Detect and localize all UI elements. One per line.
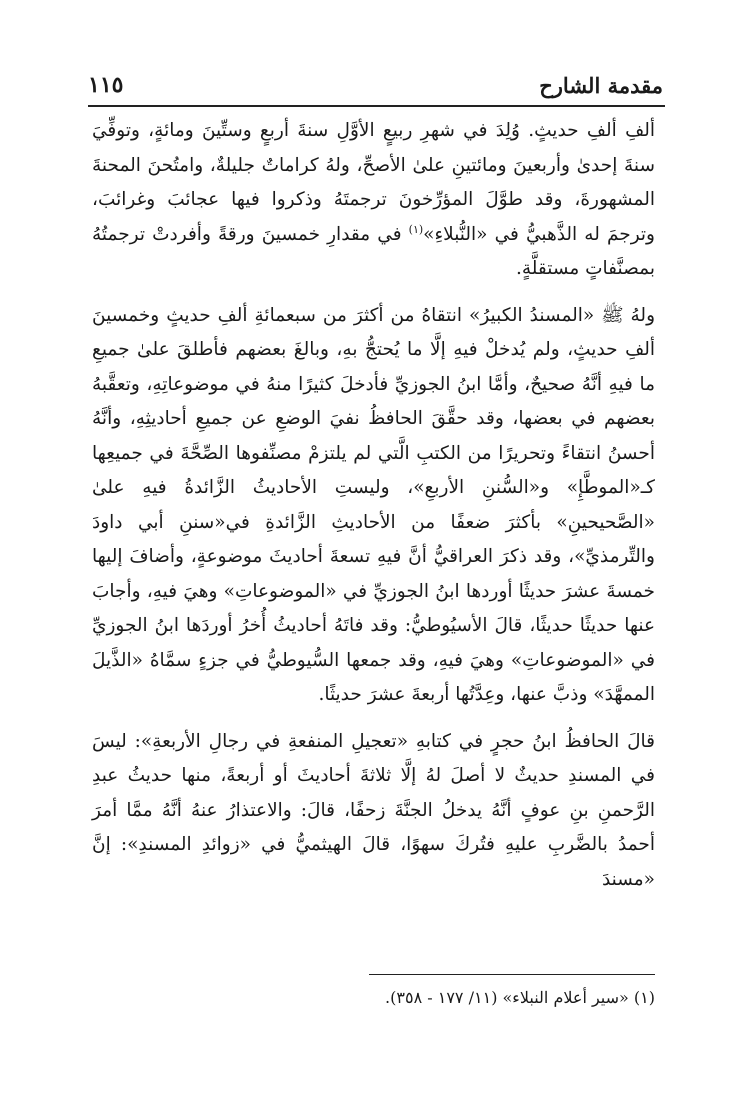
page-header [88, 68, 663, 102]
header-divider [88, 105, 665, 107]
footnote: (١) «سير أعلام النبلاء» (١١/ ١٧٧ - ٣٥٨). [385, 988, 655, 1007]
paragraph-text-continued: في مقدارِ خمسينَ ورقةً وأفردتْ ترجمتُهُ بمصنَّفاتٍ مستقلَّةٍ. [92, 223, 655, 279]
paragraph [92, 299, 655, 713]
footnote-divider [369, 974, 655, 975]
main-text [92, 114, 655, 909]
paragraph-text: ولهُ ﷺ «المسندُ الكبيرُ» انتقاهُ من أكثرَ من سبعمائةِ ألفِ حديثٍ وخمسينَ ألفِ حديثٍ، ولم يُدخلْ فيهِ إلَّا ما يُحتجُّ بهِ، وبالغَ بعضهم فأطلقَ علىٰ جميعِ ما فيهِ أنَّهُ صحيحٌ، وأمَّا ابنُ الجوزيِّ فأدخلَ كثيرًا منهُ في موضوعاتِهِ، وتعقَّبهُ بعضهم في بعضها، وقد حقَّقَ الحافظُ نفيَ الوضعِ عن جميعِ أحاديثِهِ، وأنَّهُ أحسنُ انتقاءً وتحريرًا من الكتبِ الَّتي لم يلتزمْ مصنِّفوها الصِّحَّةَ في جميعِها كـ«الموطَّإِ» و«السُّننِ الأربعِ»، وليستِ الأحاديثُ الزَّائدةُ فيهِ علىٰ «الصَّحيحينِ» بأكثرَ ضعفًا من الأحاديثِ الزَّائدةِ في«سننِ أبي داودَ والتِّرمذيِّ»، وقد ذكرَ العراقيُّ أنَّ فيهِ تسعةَ أحاديثَ موضوعةٍ، وأضافَ إليها خمسةَ عشرَ حديثًا أوردها ابنُ الجوزيِّ في «الموضوعاتِ» وهيَ فيهِ، وأجابَ عنها حديثًا حديثًا، قالَ الأسيُوطيُّ: وقد فاتَهُ أحاديثُ أُخرُ أوردَها ابنُ الجوزيِّ في «الموضوعاتِ» وهيَ فيهِ، وقد جمعها السُّيوطيُّ في جزءٍ سمَّاهُ «الذَّيلَ الممهَّدَ» وذبَّ عنها، وعِدَّتُها أربعةَ عشرَ حديثًا. [92, 304, 655, 705]
running-title: مقدمة الشارح [539, 72, 663, 98]
paragraph-text: ألفِ ألفِ حديثٍ. وُلِدَ في شهرِ ربيعٍ الأوَّلِ سنةَ أربعٍ وستِّينَ ومائةٍ، وتوفِّيَ سنةَ إحدىٰ وأربعينَ ومائتينِ علىٰ الأصحِّ، ولهُ كراماتٌ جليلةٌ، وامتُحنَ المحنةَ المشهورةَ، وقد طوَّلَ المؤرِّخونَ ترجمتَهُ وذكروا فيها عجائبَ وغرائبَ، وترجمَ له الذَّهبيُّ في «النُّبلاءِ» [92, 120, 655, 245]
footnote-marker[interactable]: (١) [408, 222, 424, 236]
paragraph [92, 114, 655, 287]
paragraph [92, 725, 655, 898]
page-number: ١١٥ [88, 72, 124, 98]
paragraph-text: قالَ الحافظُ ابنُ حجرٍ في كتابهِ «تعجيلِ المنفعةِ في رجالِ الأربعةِ»: ليسَ في المسندِ حديثٌ لا أصلَ لهُ إلَّا ثلاثةَ أحاديثَ أو أربعةً، منها حديثُ عبدِ الرَّحمنِ بنِ عوفٍ أنَّهُ يدخلُ الجنَّةَ زحفًا، قالَ: والاعتذارُ عنهُ أنَّهُ ممَّا أمرَ أحمدُ بالضَّربِ عليهِ فتُركَ سهوًا، قالَ الهيثميُّ في «زوائدِ المسندِ»: إنَّ «مسندَ [92, 730, 655, 890]
